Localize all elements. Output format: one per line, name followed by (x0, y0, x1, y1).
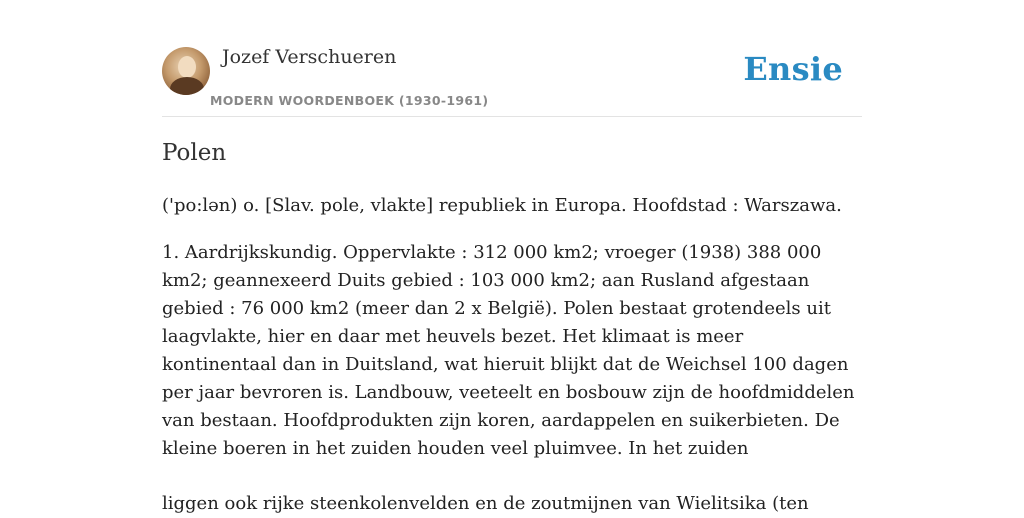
source-label[interactable]: MODERN WOORDENBOEK (1930-1961) (210, 93, 489, 108)
geography-paragraph: 1. Aardrijkskundig. Oppervlakte : 312 000 km2; vroeger (1938) 388 000 km2; geannexeerd Duits gebied : 103 000 km2; aan Rusland afgestaan gebied : 76 000 km2 (meer dan 2 x België). Polen bestaat grotendeels uit laagvlakte, hier en daar met heuvels bezet. Het klimaat is meer kontinentaal dan in Duitsland, wat hieruit blijkt dat de Weichsel 100 dagen per jaar bevroren is. Landbouw, veeteelt en bosbouw zijn de hoofdmiddelen van bestaan. Hoofdprodukten zijn koren, aardappelen en suikerbieten. De kleine boeren in het zuiden houden veel pluimvee. In het zuiden (162, 242, 855, 459)
page-title: Polen (162, 140, 227, 166)
entry-header (162, 0, 862, 117)
page-container (162, 0, 862, 514)
continuation-paragraph: liggen ook rijke steenkolenvelden en de zoutmijnen van Wielitsika (ten (162, 493, 809, 514)
author-avatar[interactable] (162, 47, 210, 95)
avatar-body (170, 77, 204, 95)
author-name[interactable]: Jozef Verschueren (222, 46, 397, 68)
definition-paragraph: ('po:lən) o. [Slav. pole, vlakte] republiek in Europa. Hoofdstad : Warszawa. (162, 195, 842, 216)
avatar-face (178, 56, 196, 78)
ensie-logo[interactable]: Ensie (743, 50, 843, 88)
